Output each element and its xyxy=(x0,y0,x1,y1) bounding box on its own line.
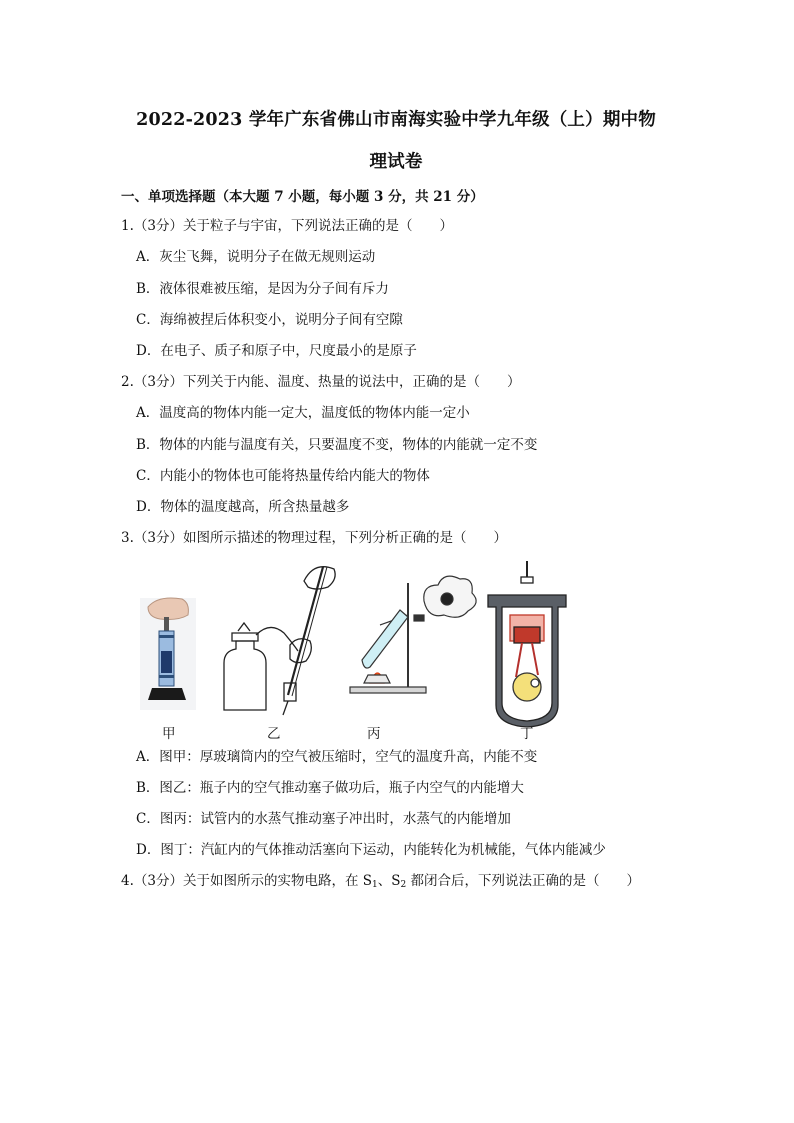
figure-yi-bottle-pump xyxy=(224,567,335,715)
question-2-option-d: D．物体的温度越高，所含热量越多 xyxy=(136,499,350,515)
figure-label-jia: 甲 xyxy=(162,726,176,742)
subscript-2: 2 xyxy=(400,880,407,890)
question-4-stem-middle: 、S xyxy=(377,873,401,889)
question-3-option-b: B．图乙：瓶子内的空气推动塞子做功后，瓶子内空气的内能增大 xyxy=(136,780,524,796)
question-2-option-a: A．温度高的物体内能一定大，温度低的物体内能一定小 xyxy=(136,405,470,421)
question-3-option-d: D．图丁：汽缸内的气体推动活塞向下运动，内能转化为机械能，气体内能减少 xyxy=(136,842,606,858)
figure-bing-test-tube xyxy=(350,576,476,693)
figure-ding-engine-cylinder xyxy=(488,561,566,727)
question-4-stem-after: 都闭合后，下列说法正确的是（ ） xyxy=(406,873,641,889)
question-3-option-c: C．图丙：试管内的水蒸气推动塞子冲出时，水蒸气的内能增加 xyxy=(136,811,511,827)
figure-label-bing: 丙 xyxy=(367,726,381,742)
question-2-option-b: B．物体的内能与温度有关，只要温度不变，物体的内能就一定不变 xyxy=(136,437,538,453)
figure-label-yi: 乙 xyxy=(267,726,281,742)
figure-jia-fire-syringe xyxy=(140,598,196,710)
question-4-stem xyxy=(121,872,640,894)
question-2-stem: 2.（3分）下列关于内能、温度、热量的说法中，正确的是（ ） xyxy=(121,374,521,390)
question-3-figure xyxy=(138,555,568,745)
question-2-option-c: C．内能小的物体也可能将热量传给内能大的物体 xyxy=(136,468,430,484)
subscript-1: 1 xyxy=(372,880,378,890)
question-1-option-d: D．在电子、质子和原子中，尺度最小的是原子 xyxy=(136,343,417,359)
exam-title-line1: 2022-2023 学年广东省佛山市南海实验中学九年级（上）期中物 xyxy=(136,110,656,130)
figure-label-ding: 丁 xyxy=(520,726,534,742)
question-1-option-b: B．液体很难被压缩，是因为分子间有斥力 xyxy=(136,281,389,297)
question-1-option-c: C．海绵被捏后体积变小，说明分子间有空隙 xyxy=(136,312,403,328)
question-1-option-a: A．灰尘飞舞，说明分子在做无规则运动 xyxy=(136,249,376,265)
question-1-stem: 1.（3分）关于粒子与宇宙，下列说法正确的是（ ） xyxy=(121,218,453,234)
question-3-option-a: A．图甲：厚玻璃筒内的空气被压缩时，空气的温度升高，内能不变 xyxy=(136,749,538,765)
question-3-stem: 3.（3分）如图所示描述的物理过程，下列分析正确的是（ ） xyxy=(121,530,507,546)
exam-title-line2: 理试卷 xyxy=(369,152,423,172)
question-4-stem-before: 4.（3分）关于如图所示的实物电路，在 S xyxy=(121,873,373,889)
section-heading: 一、单项选择题（本大题 7 小题，每小题 3 分，共 21 分） xyxy=(121,189,484,205)
